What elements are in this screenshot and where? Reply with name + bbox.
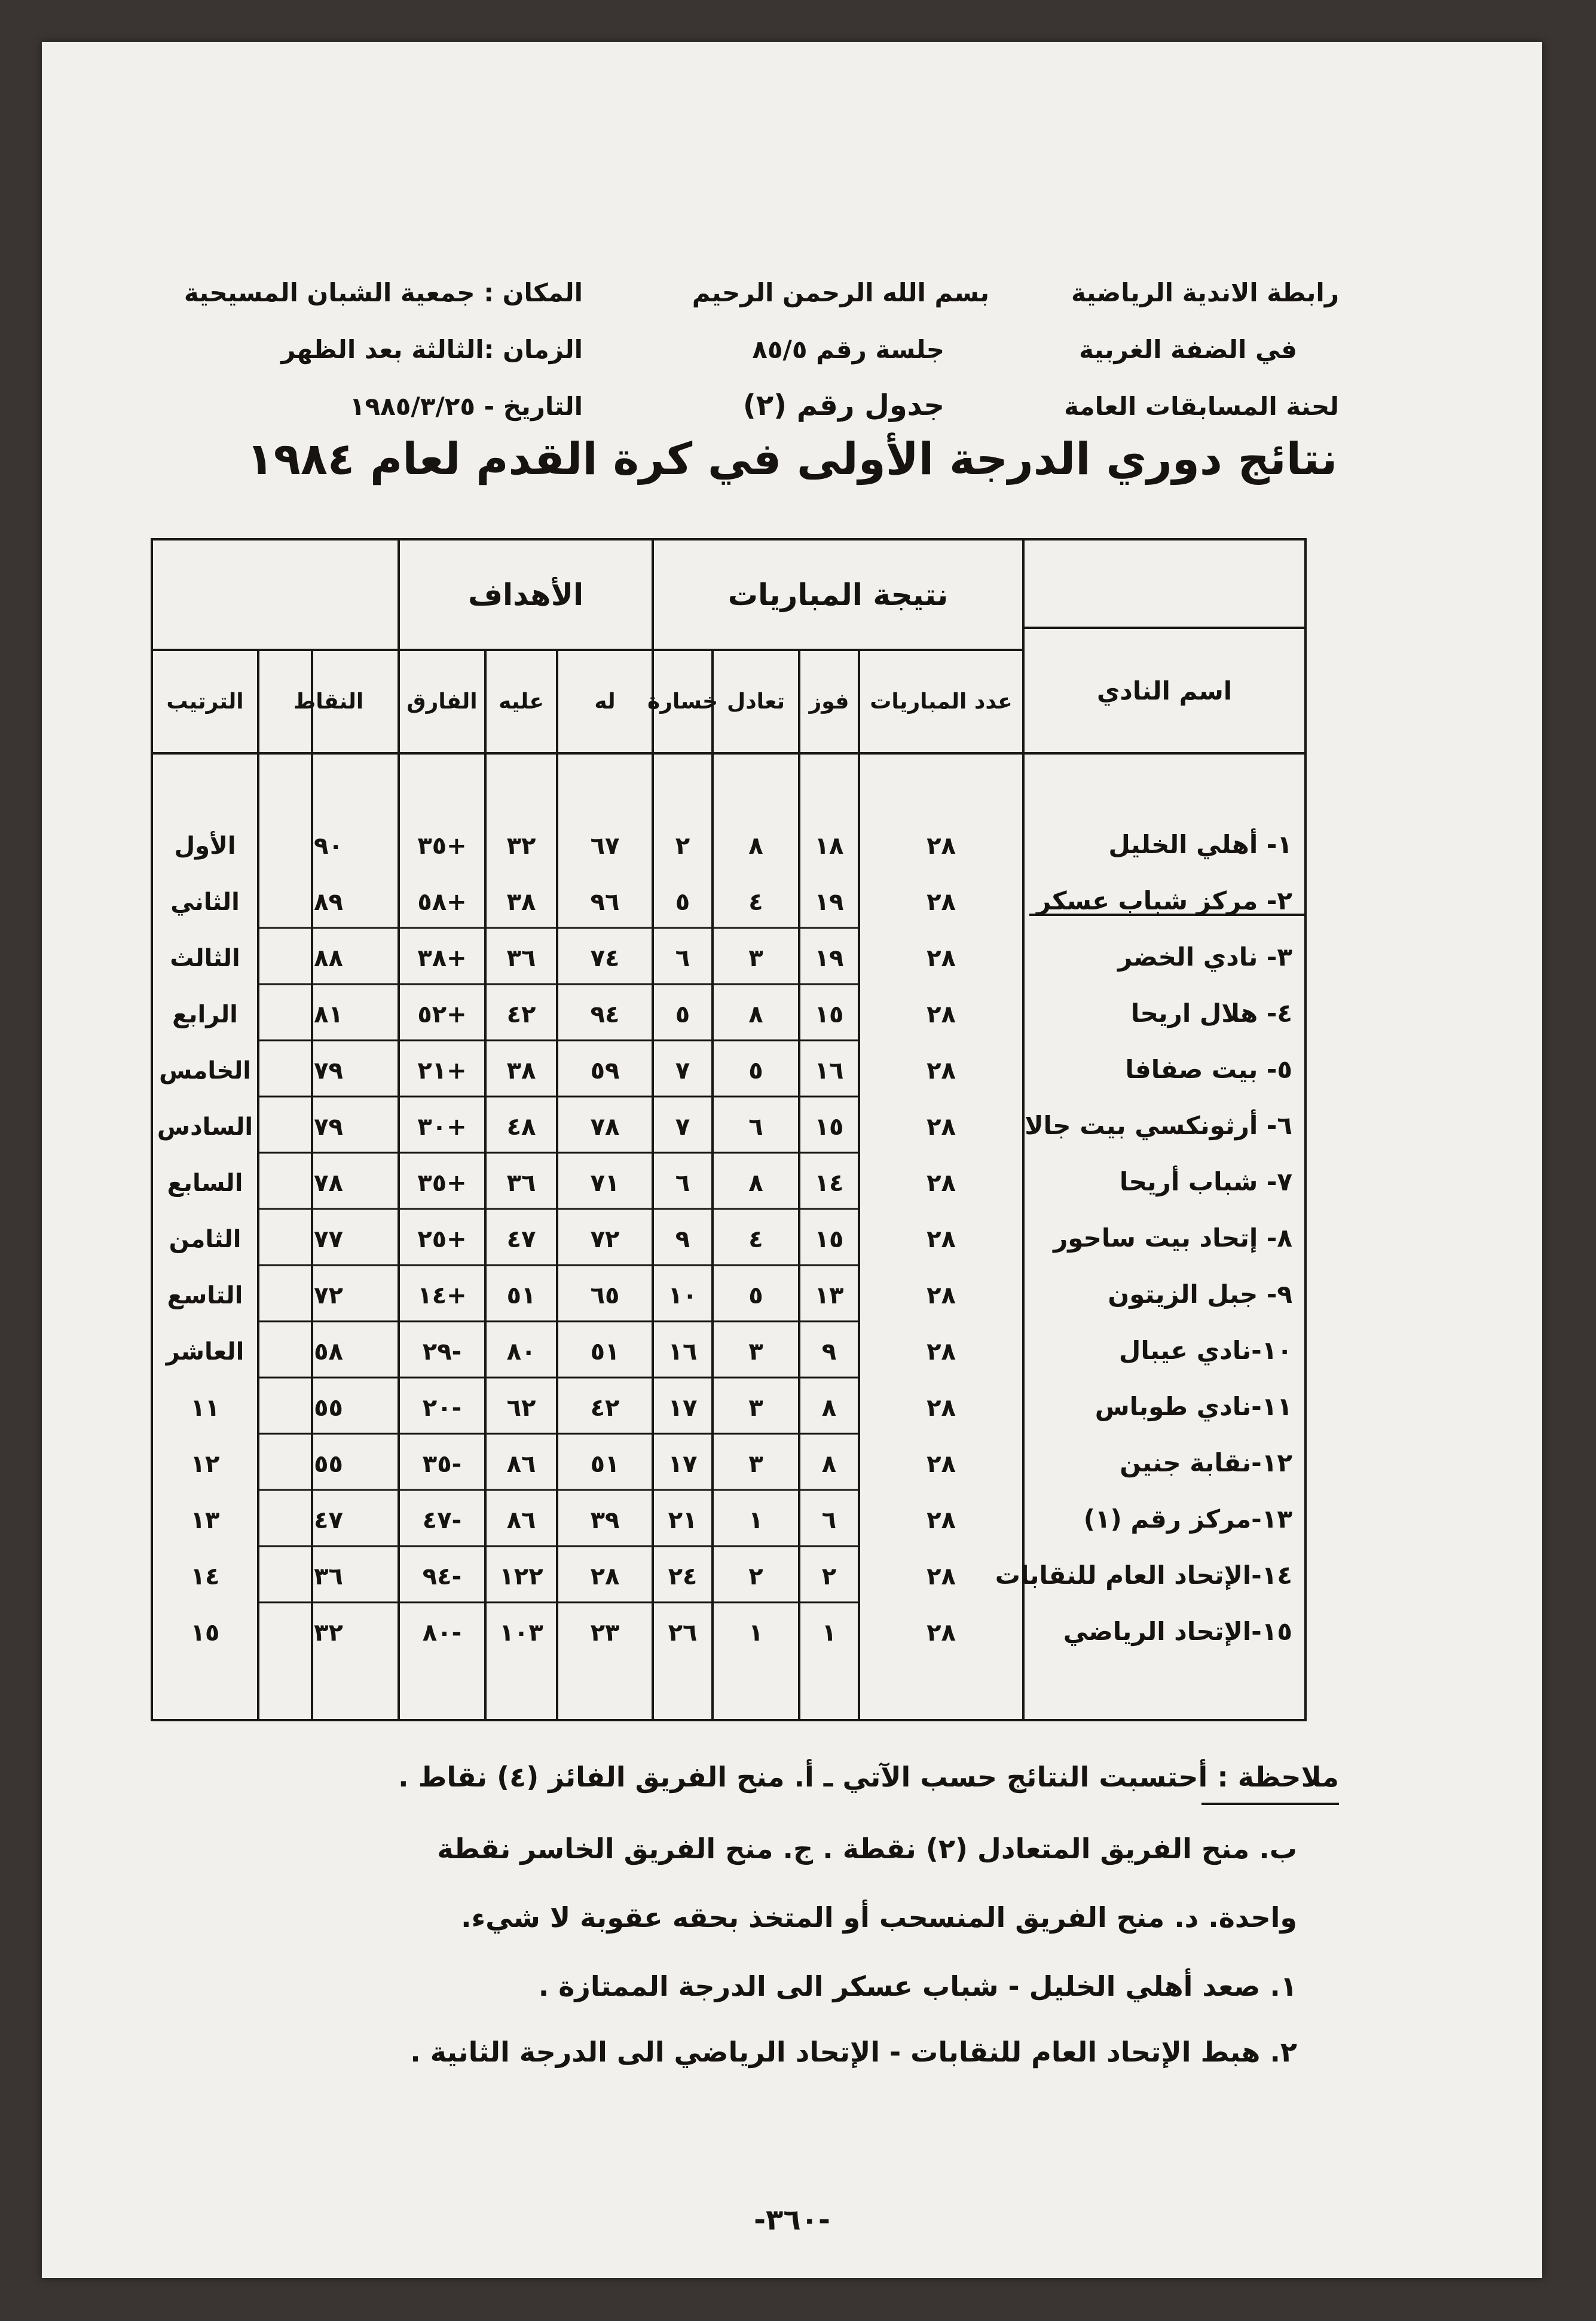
played-cell: ٢٨ <box>927 1169 956 1197</box>
won-cell: ١٨ <box>814 832 844 860</box>
points-cell: ٨٨ <box>314 945 343 972</box>
lost-cell: ٥ <box>675 888 690 916</box>
committee-name: لحنة المسابقات العامة <box>1064 392 1339 421</box>
rank-column-header: الترتيب <box>166 689 244 714</box>
diff-cell: -٨٠ <box>422 1619 462 1647</box>
document-page <box>42 42 1542 2278</box>
for-cell: ٦٧ <box>590 832 620 860</box>
diff-cell: +٢٥ <box>417 1226 467 1253</box>
club-column-header: اسم النادي <box>1096 676 1233 706</box>
draw-cell: ٨ <box>748 1169 763 1197</box>
club-name: ٢- مركز شباب عسكر <box>1036 886 1292 915</box>
points-cell: ٤٧ <box>314 1507 343 1534</box>
diff-cell: -٤٧ <box>422 1507 462 1534</box>
for-cell: ٥١ <box>590 1338 620 1366</box>
rank-cell: الأول <box>174 832 236 860</box>
draw-cell: ٣ <box>748 945 763 972</box>
played-cell: ٢٨ <box>927 1507 956 1534</box>
club-name: ٧- شباب أريحا <box>1119 1167 1292 1196</box>
against-cell: ٨٦ <box>506 1450 536 1478</box>
goals-for-column-header: له <box>594 689 616 714</box>
played-cell: ٢٨ <box>927 1057 956 1085</box>
points-cell: ٧٩ <box>314 1057 343 1085</box>
club-name: ١٠-نادي عيبال <box>1118 1336 1292 1365</box>
for-cell: ٧٨ <box>590 1113 620 1141</box>
points-cell: ٥٥ <box>314 1394 343 1422</box>
for-cell: ٥١ <box>590 1450 620 1478</box>
against-cell: ٣٨ <box>506 888 536 916</box>
won-cell: ١٤ <box>814 1169 844 1197</box>
meeting-date: التاريخ - ١٩٨٥/٣/٢٥ <box>349 392 583 421</box>
note-line-2: ب. منح الفريق المتعادل (٢) نقطة . ج. منح الفريق الخاسر نقطة <box>437 1833 1297 1865</box>
draw-cell: ٦ <box>748 1113 763 1141</box>
played-column-header: عدد المباريات <box>870 689 1013 714</box>
rank-cell: السادس <box>157 1113 253 1141</box>
lost-cell: ٢٦ <box>668 1619 698 1647</box>
for-cell: ٦٥ <box>590 1282 620 1309</box>
played-cell: ٢٨ <box>927 1619 956 1647</box>
points-cell: ٧٧ <box>314 1226 343 1253</box>
goals-against-column-header: عليه <box>499 689 544 714</box>
against-cell: ٦٢ <box>506 1394 536 1422</box>
diff-cell: +٣٠ <box>417 1113 467 1141</box>
rank-cell: الخامس <box>159 1057 251 1085</box>
against-cell: ٣٦ <box>506 945 536 972</box>
diff-cell: +١٤ <box>417 1282 467 1309</box>
lost-cell: ١٦ <box>668 1338 698 1366</box>
lost-cell: ٥ <box>675 1001 690 1028</box>
for-cell: ٣٩ <box>590 1507 620 1534</box>
lost-cell: ٦ <box>675 1169 690 1197</box>
club-name: ٥- بيت صفافا <box>1125 1055 1292 1084</box>
draw-cell: ١ <box>748 1507 763 1534</box>
lost-cell: ٢١ <box>668 1507 698 1534</box>
draw-cell: ٥ <box>748 1282 763 1309</box>
meeting-time: الزمان :الثالثة بعد الظهر <box>281 335 583 364</box>
page-number: -٣٦٠- <box>754 2203 830 2237</box>
diff-cell: +٢١ <box>417 1057 467 1085</box>
points-cell: ٩٠ <box>314 832 343 860</box>
won-cell: ١٩ <box>814 888 844 916</box>
club-name: ٨- إتحاد بيت ساحور <box>1053 1223 1292 1253</box>
played-cell: ٢٨ <box>927 1113 956 1141</box>
played-cell: ٢٨ <box>927 1338 956 1366</box>
draw-cell: ٣ <box>748 1450 763 1478</box>
session-number: جلسة رقم ٨٥/٥ <box>752 335 944 364</box>
draw-cell: ٢ <box>748 1563 763 1590</box>
for-cell: ٢٨ <box>590 1563 620 1590</box>
results-table <box>151 532 1307 1723</box>
club-name: ١٣-مركز رقم (١) <box>1083 1504 1292 1534</box>
draw-cell: ٣ <box>748 1394 763 1422</box>
table-number: جدول رقم (٢) <box>742 389 944 422</box>
won-cell: ١٣ <box>814 1282 844 1309</box>
won-cell: ١٩ <box>814 945 844 972</box>
diff-cell: +٣٥ <box>417 832 467 860</box>
points-cell: ٧٢ <box>314 1282 343 1309</box>
rank-cell: ١٤ <box>190 1563 220 1590</box>
won-cell: ١٥ <box>814 1226 844 1253</box>
won-cell: ٢ <box>821 1563 837 1590</box>
diff-cell: -٣٥ <box>422 1450 462 1478</box>
club-name: ٦- أرثونكسي بيت جالا <box>1025 1111 1292 1140</box>
note-label-underline <box>1201 1803 1339 1805</box>
rank-cell: ١٢ <box>190 1450 220 1478</box>
draw-cell: ١ <box>748 1619 763 1647</box>
rank-cell: الثالث <box>170 945 240 972</box>
for-cell: ٧٤ <box>590 945 620 972</box>
draw-cell: ٤ <box>748 888 763 916</box>
against-cell: ٥١ <box>506 1282 536 1309</box>
played-cell: ٢٨ <box>927 1226 956 1253</box>
draw-cell: ٨ <box>748 832 763 860</box>
played-cell: ٢٨ <box>927 1563 956 1590</box>
diff-cell: -٢٩ <box>422 1338 462 1366</box>
against-cell: ١٠٣ <box>499 1619 543 1647</box>
draw-column-header: تعادل <box>726 689 785 714</box>
draw-cell: ٤ <box>748 1226 763 1253</box>
rank-cell: الثاني <box>170 888 240 916</box>
against-cell: ٨٦ <box>506 1507 536 1534</box>
club-name: ١٤-الإتحاد العام للنقابات <box>995 1560 1292 1590</box>
lost-cell: ٦ <box>675 945 690 972</box>
for-cell: ٩٤ <box>590 1001 620 1028</box>
points-column-header: النقاط <box>293 689 364 714</box>
note-line-1: ملاحظة : أحتسبت النتائج حسب الآتي ـ أ. منح الفريق الفائز (٤) نقاط . <box>398 1761 1339 1793</box>
for-cell: ٤٢ <box>590 1394 620 1422</box>
played-cell: ٢٨ <box>927 832 956 860</box>
points-cell: ٣٢ <box>314 1619 343 1647</box>
goals-group-header: الأهداف <box>467 577 584 612</box>
diff-cell: +٥٨ <box>417 888 467 916</box>
lost-cell: ١٧ <box>668 1450 698 1478</box>
won-column-header: فوز <box>809 689 849 714</box>
won-cell: ١٥ <box>814 1001 844 1028</box>
against-cell: ٣٢ <box>506 832 536 860</box>
against-cell: ٨٠ <box>506 1338 536 1366</box>
rank-cell: الثامن <box>169 1226 241 1253</box>
club-name: ٩- جبل الزيتون <box>1108 1279 1292 1309</box>
diff-cell: +٣٥ <box>417 1169 467 1197</box>
club-name: ١٢-نقابة جنين <box>1120 1448 1292 1477</box>
club-name: ١٥-الإتحاد الرياضي <box>1063 1617 1292 1646</box>
goal-diff-column-header: الفارق <box>406 689 478 714</box>
won-cell: ١ <box>821 1619 837 1647</box>
note-line-5: ٢. هبط الإتحاد العام للنقابات - الإتحاد الرياضي الى الدرجة الثانية . <box>410 2036 1297 2068</box>
won-cell: ١٦ <box>814 1057 844 1085</box>
against-cell: ٤٢ <box>506 1001 536 1028</box>
lost-cell: ٢٤ <box>668 1563 698 1590</box>
won-cell: ١٥ <box>814 1113 844 1141</box>
won-cell: ٨ <box>821 1450 837 1478</box>
won-cell: ٨ <box>821 1394 837 1422</box>
for-cell: ٧١ <box>590 1169 620 1197</box>
diff-cell: +٣٨ <box>417 945 467 972</box>
draw-cell: ٥ <box>748 1057 763 1085</box>
points-cell: ٥٨ <box>314 1338 343 1366</box>
against-cell: ٣٦ <box>506 1169 536 1197</box>
played-cell: ٢٨ <box>927 1394 956 1422</box>
rank-cell: التاسع <box>167 1282 243 1309</box>
results-group-header: نتيجة المباريات <box>727 577 949 612</box>
points-cell: ٥٥ <box>314 1450 343 1478</box>
won-cell: ٩ <box>821 1338 837 1366</box>
lost-cell: ١٠ <box>668 1282 698 1309</box>
draw-cell: ٣ <box>748 1338 763 1366</box>
lost-column-header: خسارة <box>647 689 718 714</box>
diff-cell: -٩٤ <box>422 1563 462 1590</box>
for-cell: ٩٦ <box>590 888 620 916</box>
rank-cell: الرابع <box>172 1001 238 1028</box>
for-cell: ٢٣ <box>590 1619 620 1647</box>
won-cell: ٦ <box>821 1507 837 1534</box>
played-cell: ٢٨ <box>927 1450 956 1478</box>
note-line-3: واحدة. د. منح الفريق المنسحب أو المتخذ بحقه عقوبة لا شيء. <box>461 1901 1297 1934</box>
page-title: نتائج دوري الدرجة الأولى في كرة القدم لعام ١٩٨٤ <box>246 433 1338 485</box>
meeting-place: المكان : جمعية الشبان المسيحية <box>184 278 583 307</box>
points-cell: ٨١ <box>314 1001 343 1028</box>
played-cell: ٢٨ <box>927 1282 956 1309</box>
draw-cell: ٨ <box>748 1001 763 1028</box>
played-cell: ٢٨ <box>927 945 956 972</box>
basmala: بسم الله الرحمن الرحيم <box>692 278 989 307</box>
lost-cell: ١٧ <box>668 1394 698 1422</box>
rank-cell: السابع <box>167 1169 243 1197</box>
for-cell: ٧٢ <box>590 1226 620 1253</box>
diff-cell: -٢٠ <box>422 1394 462 1422</box>
points-cell: ٨٩ <box>314 888 343 916</box>
played-cell: ٢٨ <box>927 1001 956 1028</box>
against-cell: ١٢٢ <box>499 1563 543 1590</box>
lost-cell: ٩ <box>675 1226 690 1253</box>
lost-cell: ٧ <box>675 1057 690 1085</box>
against-cell: ٤٨ <box>506 1113 536 1141</box>
lost-cell: ٢ <box>675 832 690 860</box>
note-line-4: ١. صعد أهلي الخليل - شباب عسكر الى الدرجة الممتازة . <box>538 1970 1297 2002</box>
league-region: في الضفة الغربية <box>1079 335 1297 364</box>
rank-cell: العاشر <box>166 1338 244 1366</box>
club-name: ١١-نادي طوباس <box>1094 1392 1292 1421</box>
club-name: ٣- نادي الخضر <box>1118 942 1292 972</box>
rank-cell: ١٥ <box>190 1619 220 1647</box>
diff-cell: +٥٢ <box>417 1001 467 1028</box>
lost-cell: ٧ <box>675 1113 690 1141</box>
points-cell: ٣٦ <box>314 1563 343 1590</box>
against-cell: ٤٧ <box>506 1226 536 1253</box>
against-cell: ٣٨ <box>506 1057 536 1085</box>
played-cell: ٢٨ <box>927 888 956 916</box>
rank-cell: ١١ <box>190 1394 220 1422</box>
points-cell: ٧٨ <box>314 1169 343 1197</box>
for-cell: ٥٩ <box>590 1057 620 1085</box>
league-name: رابطة الاندية الرياضية <box>1071 278 1339 307</box>
rank-cell: ١٣ <box>190 1507 220 1534</box>
points-cell: ٧٩ <box>314 1113 343 1141</box>
club-name: ٤- هلال اريحا <box>1130 998 1292 1028</box>
club-name: ١- أهلي الخليل <box>1108 830 1292 859</box>
